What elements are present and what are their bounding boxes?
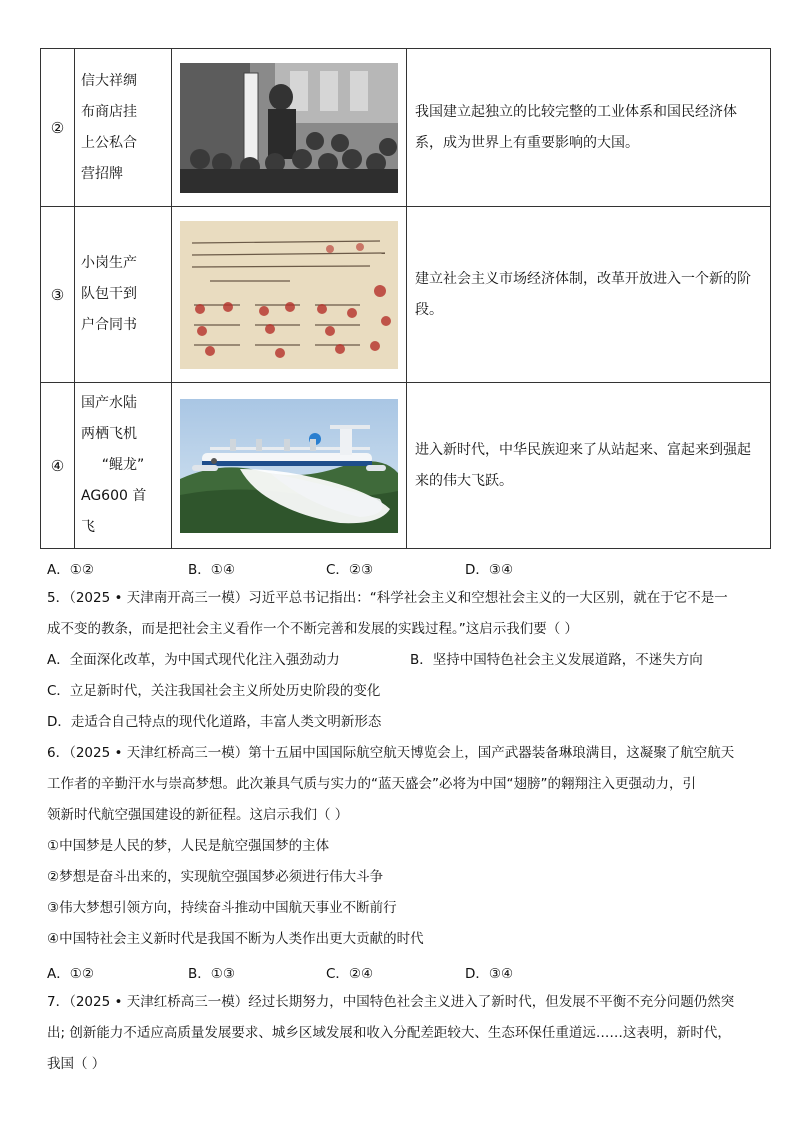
option-c[interactable]: C．立足新时代，关注我国社会主义所处历史阶段的变化	[47, 683, 381, 699]
statement-1: ①中国梦是人民的梦，人民是航空强国梦的主体	[47, 838, 330, 854]
event-photo-cell	[172, 49, 407, 207]
seaplane-photo	[180, 399, 398, 533]
statement-2: ②梦想是奋斗出来的，实现航空强国梦必须进行伟大斗争	[47, 869, 384, 885]
question-stem-line: 7．（2025 • 天津红桥高三一模）经过长期努力，中国特色社会主义进入了新时代，但发展不平衡不充分问题仍然突	[47, 994, 735, 1010]
event-photo-cell	[172, 383, 407, 549]
option-c[interactable]: C．②④	[326, 966, 374, 982]
event-name	[75, 383, 172, 549]
question-options	[47, 962, 747, 982]
question-stem-line: 6．（2025 • 天津红桥高三一模）第十五届中国国际航空航天博览会上，国产武器装备琳琅满目，这凝聚了航空航天	[47, 745, 735, 761]
event-name: 小岗生产 队包干到 户合同书	[75, 207, 172, 383]
question-options	[47, 558, 747, 578]
option-b[interactable]: B．坚持中国特色社会主义发展道路，不迷失方向	[410, 652, 703, 668]
statement-4: ④中国特社会主义新时代是我国不断为人类作出更大贡献的时代	[47, 931, 424, 947]
event-name-line: 两栖飞机	[81, 426, 137, 442]
option-a[interactable]: A．全面深化改革，为中国式现代化注入强劲动力	[47, 652, 340, 668]
event-name-line: 飞	[81, 519, 95, 535]
crowd-sign-photo	[180, 63, 398, 193]
row-number: ③	[41, 207, 75, 383]
event-name-line: AG600 首	[81, 488, 147, 504]
table-row	[41, 383, 771, 549]
row-number: ②	[41, 49, 75, 207]
event-name: 信大祥绸 布商店挂 上公私合 营招牌	[75, 49, 172, 207]
statement-3: ③伟大梦想引领方向，持续奋斗推动中国航天事业不断前行	[47, 900, 397, 916]
events-table	[40, 48, 771, 549]
option-d[interactable]: D．③④	[465, 562, 514, 578]
question-stem-line: 领新时代航空强国建设的新征程。这启示我们（ ）	[47, 807, 349, 823]
event-name-line: “鲲龙”	[101, 457, 145, 473]
event-description: 我国建立起独立的比较完整的工业体系和国民经济体系，成为世界上有重要影响的大国。	[407, 49, 771, 207]
option-d[interactable]: D．走适合自己特点的现代化道路，丰富人类文明新形态	[47, 714, 382, 730]
option-b[interactable]: B．①③	[188, 966, 235, 982]
option-c[interactable]: C．②③	[326, 562, 374, 578]
question-stem-line: 5．（2025 • 天津南开高三一模）习近平总书记指出：“科学社会主义和空想社会主义的一大区别，就在于它不是一	[47, 590, 728, 606]
event-description: 进入新时代，中华民族迎来了从站起来、富起来到强起来的伟大飞跃。	[407, 383, 771, 549]
table-row	[41, 207, 771, 383]
question-stem-line: 工作者的辛勤汗水与崇高梦想。此次兼具气质与实力的“蓝天盛会”必将为中国“翅膀”的翱翔注入更强动力，引	[47, 776, 696, 792]
option-a[interactable]: A．①②	[47, 966, 94, 982]
event-photo-cell	[172, 207, 407, 383]
option-b[interactable]: B．①④	[188, 562, 235, 578]
option-a[interactable]: A．①②	[47, 562, 94, 578]
event-description: 建立社会主义市场经济体制，改革开放进入一个新的阶段。	[407, 207, 771, 383]
contract-photo	[180, 221, 398, 369]
table-row	[41, 49, 771, 207]
event-name-line: 国产水陆	[81, 395, 137, 411]
option-d[interactable]: D．③④	[465, 966, 514, 982]
question-stem-line: 成不变的教条，而是把社会主义看作一个不断完善和发展的实践过程。”这启示我们要（ ）	[47, 621, 579, 637]
question-stem-line: 我国（ ）	[47, 1056, 106, 1072]
question-stem-line: 出; 创新能力不适应高质量发展要求、城乡区域发展和收入分配差距较大、生态环保任重道远……这表明，新时代，	[47, 1025, 731, 1041]
row-number: ④	[41, 383, 75, 549]
